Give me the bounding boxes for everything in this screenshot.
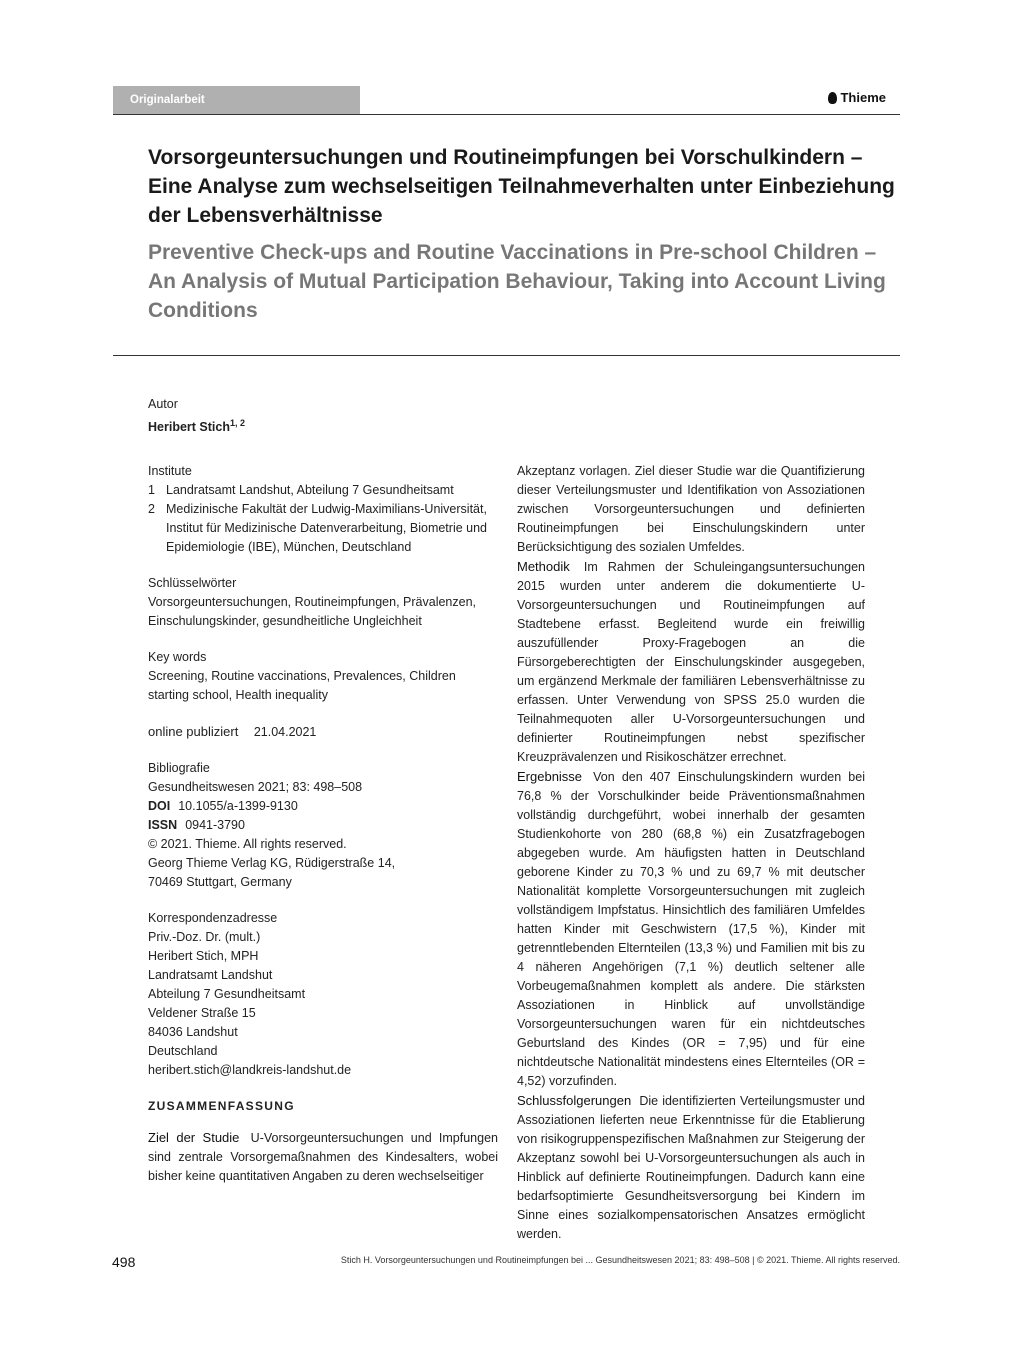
article-type-label — [113, 86, 360, 114]
doi-line — [148, 797, 498, 816]
abstract-heading: ZUSAMMENFASSUNG — [148, 1099, 295, 1113]
aim-text-start: U-Vorsorgeuntersuchungen und Impfungen sind zentrale Vorsorgemaßnahmen des Kindesalters, wobei bisher keine quantitativen Angaben zu deren wechselseitiger — [148, 1131, 498, 1183]
online-label: online publiziert — [148, 724, 239, 739]
conclusions-text: Die identifizierten Verteilungsmuster und Assoziationen lieferten neue Erkenntnisse für die Etablierung von risikogruppenspezifischen Maßnahmen zur Steigerung der Akzeptanz sowohl bei U-Vorsorgeuntersuchungen als auch in Hinblick auf definierte Routineimpfungen. Dadurch kann eine bedarfsoptimierte Gesundheitsversorgung bei Kindern im Sinne eines sozialkompensatorischen Ansatzes ermöglicht werden. — [517, 1094, 865, 1241]
correspondence-section — [148, 909, 498, 1080]
header-divider — [113, 114, 900, 115]
correspondence-line: Deutschland — [148, 1044, 218, 1058]
conclusions-paragraph — [517, 1091, 865, 1244]
bibliography-journal: Gesundheitswesen 2021; 83: 498–508 — [148, 780, 363, 794]
correspondence-title: Korrespondenzadresse — [148, 911, 278, 925]
article-type-text: Originalarbeit — [130, 94, 205, 106]
author-name-line — [148, 414, 498, 437]
results-label: Ergebnisse — [517, 769, 583, 784]
institute-item — [148, 481, 498, 500]
institutes-section — [148, 462, 498, 557]
correspondence-line: Priv.-Doz. Dr. (mult.) — [148, 930, 261, 944]
methods-label: Methodik — [517, 559, 570, 574]
title-english: Preventive Check-ups and Routine Vaccinations in Pre-school Children – An Analysis of Mutual Participation Behaviour, Taking into Account Living Conditions — [148, 241, 886, 322]
institute-number: 2 — [148, 502, 155, 516]
aim-text-continued: Akzeptanz vorlagen. Ziel dieser Studie war die Quantifizierung dieser Verteilungsmuster und Identifikation von Assoziationen zwischen Vorsorgeuntersuchungen und definierten Routineimpfungen bei Einschulungskindern unter Berücksichtigung des sozialen Umfeldes. — [517, 464, 865, 554]
thieme-logo-icon — [828, 92, 837, 104]
results-paragraph — [517, 767, 865, 1091]
abstract-aim-paragraph — [148, 1128, 498, 1186]
institute-text: Medizinische Fakultät der Ludwig-Maximilians-Universität, Institut für Medizinische Datenverarbeitung, Biometrie und Epidemiologie (IBE), München, Deutschland — [166, 502, 487, 554]
online-published — [148, 722, 498, 742]
institutes-title: Institute — [148, 464, 192, 478]
keywords-de-section — [148, 574, 498, 631]
aim-label: Ziel der Studie — [148, 1130, 240, 1145]
methods-text: Im Rahmen der Schuleingangsuntersuchungen 2015 wurden unter anderem die dokumentierte U-Vorsorgeuntersuchungen und Routineimpfungen auf Stadtebene erfasst. Begleitend wurde ein freiwillig auszufüllender Proxy-Fragebogen an die Fürsorgeberechtigten der Einschulungskinder ausgegeben, um ergänzend Merkmale der familiären Lebensverhältnisse zu erfassen. Unter Verwendung von SPSS 25.0 wurden die Teilnahmequoten aller U-Vorsorgeuntersuchungen und definierter Routineimpfungen nebst spezifischer Kreuzprävalenzen und Risikoschätzer errechnet. — [517, 560, 866, 764]
institute-text: Landratsamt Landshut, Abteilung 7 Gesundheitsamt — [166, 483, 454, 497]
correspondence-line: Landratsamt Landshut — [148, 968, 273, 982]
author-affiliations: 1, 2 — [229, 418, 245, 428]
title-german: Vorsorgeuntersuchungen und Routineimpfungen bei Vorschulkindern – Eine Analyse zum wechselseitigen Teilnahmeverhalten unter Einbeziehung der Lebensverhältnisse — [148, 146, 895, 227]
footer-citation: Stich H. Vorsorgeuntersuchungen und Routineimpfungen bei ... Gesundheitswesen 2021; 83: 498–508 | © 2021. Thieme. All rights reserved. — [340, 1255, 900, 1265]
correspondence-line: Heribert Stich, MPH — [148, 949, 259, 963]
issn-label: ISSN — [148, 818, 178, 832]
keywords-en-text: Screening, Routine vaccinations, Prevalences, Children starting school, Health inequality — [148, 669, 456, 702]
results-text: Von den 407 Einschulungskindern wurden bei 76,8 % der Vorschulkinder beide Präventionsmaßnahmen vollständig durchgeführt, wobei innerhalb der gesamten Studienkohorte von 280 (68,8 %) ein Zusatzfragebogen abgegeben wurde. Am häufigsten hatten in Deutschland geborene Kinder zu 70,3 % und zu 69,7 % mit deutscher Nationalität komplette Vorsorgeuntersuchungen mit zugleich vollständigem Impfstatus. Hinsichtlich des familiären Umfeldes hatten Kinder mit Geschwistern (17,5 %), Kinder mit getrenntlebenden Elternteilen (13,3 %) und Familien mit bis zu 4 näheren Angehörigen (7,1 %) deutlich seltener alle Vorbeugemaßnahmen komplett als andere. Die stärksten Assoziationen in Hinblick auf unvollständige Vorsorgeuntersuchungen waren für ein nichtdeutsches Geburtsland des Kindes (OR = 7,95) und für eine nichtdeutsche Nationalität mindestens eines Elternteiles (OR = 4,52) vorzufinden. — [517, 770, 865, 1088]
keywords-en-title: Key words — [148, 650, 207, 664]
correspondence-line: 84036 Landshut — [148, 1025, 238, 1039]
correspondence-line: Veldener Straße 15 — [148, 1006, 256, 1020]
publisher-address-line: Georg Thieme Verlag KG, Rüdigerstraße 14, — [148, 856, 396, 870]
institute-number: 1 — [148, 483, 155, 497]
author-name: Heribert Stich — [148, 420, 230, 435]
methods-paragraph — [517, 557, 865, 767]
doi-value[interactable]: 10.1055/a-1399-9130 — [178, 799, 298, 813]
copyright-line: © 2021. Thieme. All rights reserved. — [148, 837, 347, 851]
bibliography-title: Bibliografie — [148, 761, 210, 775]
correspondence-email[interactable]: heribert.stich@landkreis-landshut.de — [148, 1063, 352, 1077]
doi-label: DOI — [148, 799, 171, 813]
bibliography-section — [148, 759, 498, 892]
conclusions-label: Schlussfolgerungen — [517, 1093, 632, 1108]
online-date: 21.04.2021 — [253, 725, 317, 739]
publisher-brand — [828, 90, 886, 105]
keywords-de-text: Vorsorgeuntersuchungen, Routineimpfungen, Prävalenzen, Einschulungskinder, gesundheitliche Ungleichheit — [148, 595, 476, 628]
left-column — [148, 462, 498, 1186]
right-column — [517, 462, 865, 1244]
issn-line — [148, 816, 498, 835]
author-block — [148, 395, 498, 437]
keywords-de-title: Schlüsselwörter — [148, 576, 237, 590]
correspondence-line: Abteilung 7 Gesundheitsamt — [148, 987, 306, 1001]
publisher-address-line: 70469 Stuttgart, Germany — [148, 875, 292, 889]
page-number: 498 — [112, 1254, 136, 1270]
keywords-en-section — [148, 648, 498, 705]
issn-value: 0941-3790 — [185, 818, 245, 832]
publisher-name: Thieme — [840, 90, 886, 105]
author-label: Autor — [148, 397, 178, 411]
title-divider — [113, 355, 900, 356]
institute-item — [148, 500, 498, 557]
